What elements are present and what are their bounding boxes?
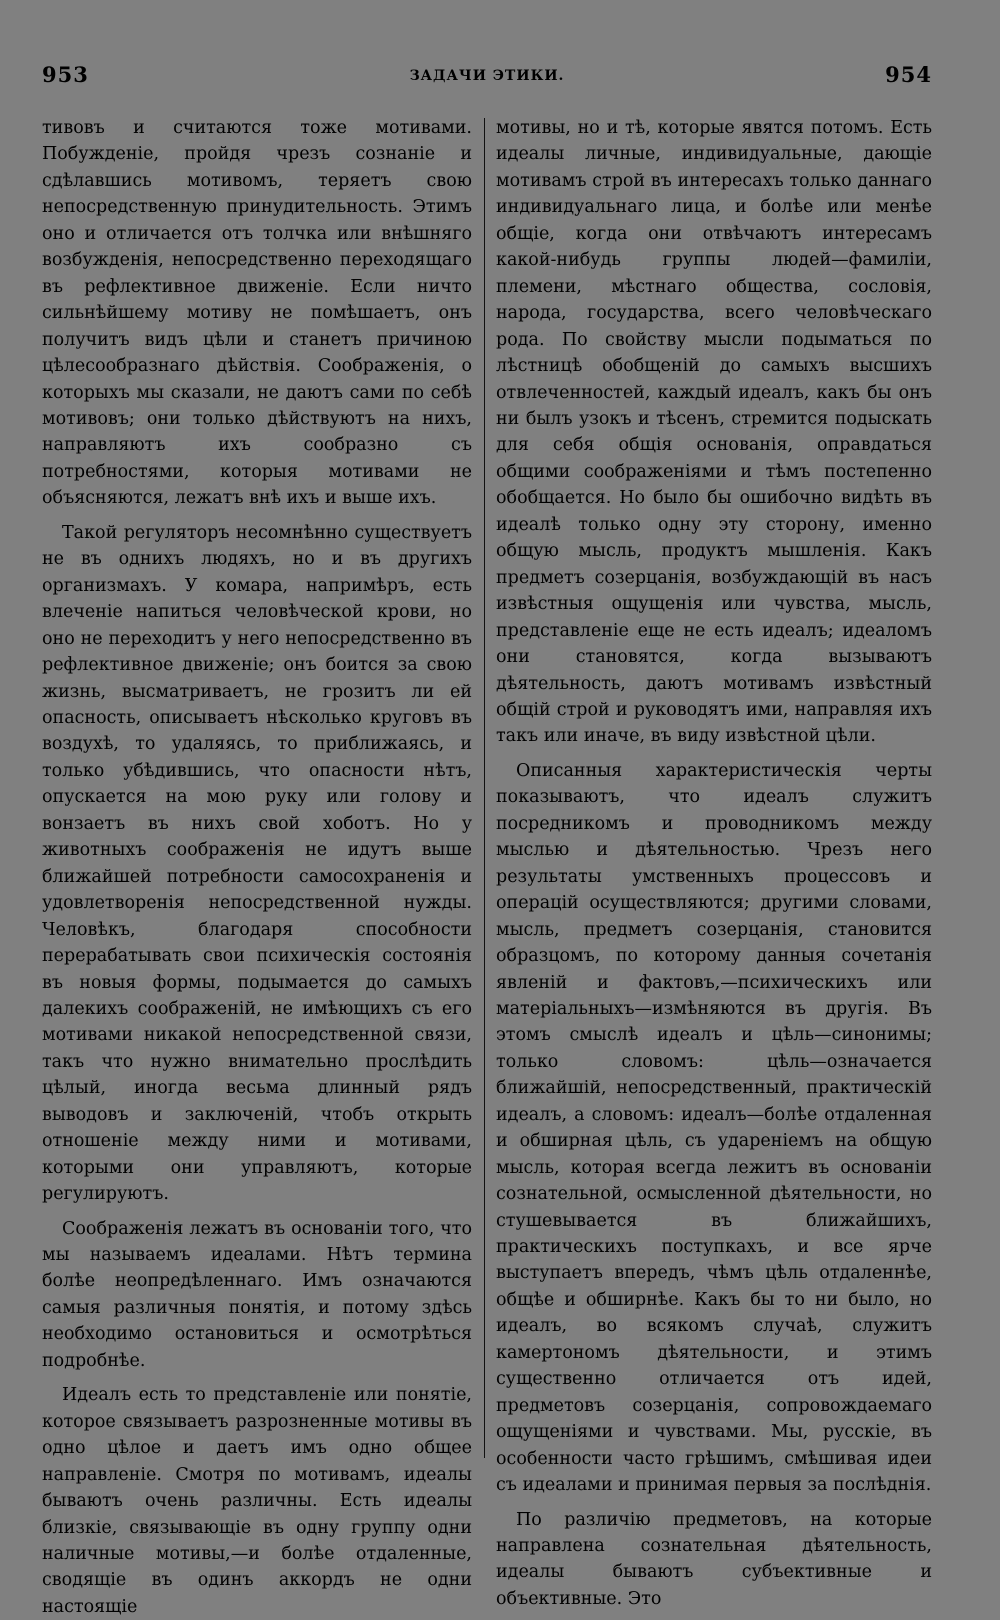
paragraph: Такой регуляторъ несомнѣнно существуетъ не въ однихъ людяхъ, но и въ другихъ организмахъ. У комара, напримѣръ, есть влеченіе напиться человѣческой крови, но оно не переходитъ у него непосредственно въ рефлективное движеніе; онъ боится за свою жизнь, высматриваетъ, не грозитъ ли ей опасность, описываетъ нѣсколько круговъ въ воздухѣ, то удаляясь, то приближаясь, и только убѣдившись, что опасности нѣтъ, опускается на мою руку или голову и вонзаетъ въ нихъ свой хоботъ. Но у животныхъ соображенія не идутъ выше ближайшей потребности самосохраненія и удовлетворенія непосредственной нужды. Человѣкъ, благодаря способности перерабатывать свои психическія состоянія въ новыя формы, подымается до самыхъ далекихъ соображеній, не имѣющихъ съ его мотивами никакой непосредственной связи, такъ что нужно внимательно прослѣдить цѣлый, иногда весьма длинный рядъ выводовъ и заключеній, чтобъ открыть отношеніе между ними и мотивами, которыми они управляютъ, которые регулируютъ. (42, 522, 472, 1205)
running-title: ЗАДАЧИ ЭТИКИ. (409, 68, 565, 84)
paragraph: тивовъ и считаются тоже мотивами. Побужденіе, пройдя чрезъ сознаніе и сдѣлавшись мотивомъ, теряетъ свою непосредственную принудительность. Этимъ оно и отличается отъ толчка или внѣшняго возбужденія, непосредственно переходящаго въ рефлективное движеніе. Если ничто сильнѣйшему мотиву не помѣшаетъ, онъ получитъ видъ цѣли и станетъ причиною цѣлесообразнаго дѣйствія. Соображенія, о которыхъ мы сказали, не даютъ сами по себѣ мотивовъ; они только дѣйствуютъ на нихъ, направляютъ ихъ сообразно съ потребностями, которыя мотивами не объясняются, лежатъ внѣ ихъ и выше ихъ. (42, 118, 472, 509)
paragraph: Соображенія лежатъ въ основаніи того, что мы называемъ идеалами. Нѣтъ термина болѣе неопредѣленнаго. Имъ означаются самыя различныя понятія, и потому здѣсь необходимо остановиться и осмотрѣться подробнѣе. (42, 1218, 472, 1371)
paragraph: мотивы, но и тѣ, которые явятся потомъ. Есть идеалы личные, индивидуальные, дающіе мотивамъ строй въ интересахъ только даннаго индивидуальнаго лица, и болѣе или менѣе общіе, когда они отвѣчаютъ интересамъ какой-нибудь группы людей—фамиліи, племени, мѣстнаго общества, сословія, народа, государства, всего человѣческаго рода. По свойству мысли подыматься по лѣстницѣ обобщеній до самыхъ высшихъ отвлеченностей, каждый идеалъ, какъ бы онъ ни былъ узокъ и тѣсенъ, стремится подыскать для себя общія основанія, оправдаться общими соображеніями и тѣмъ постепенно обобщается. Но было бы ошибочно видѣть въ идеалѣ только одну эту сторону, именно общую мысль, продуктъ мышленія. Какъ предметъ созерцанія, возбуждающій въ насъ извѣстныя ощущенія или чувства, мысль, представленіе еще не есть идеалъ; идеаломъ они становятся, когда вызываютъ дѣятельность, даютъ мотивамъ извѣстный общій строй и руководятъ ими, направляя ихъ такъ или иначе, въ виду извѣстной цѣли. (496, 118, 932, 747)
right-page-number: 954 (885, 62, 932, 87)
paragraph: Описанныя характеристическія черты показываютъ, что идеалъ служитъ посредникомъ и проводникомъ между мыслью и дѣятельностью. Чрезъ него результаты умственныхъ процессовъ и операцій осуществляются; другими словами, мысль, предметъ созерцанія, становится образцомъ, по которому данныя сочетанія явленій и фактовъ,—психическихъ или матеріальныхъ—измѣняются въ другія. Въ этомъ смыслѣ идеалъ и цѣль—синонимы; только словомъ: цѣль—означается ближайшій, непосредственный, практическій идеалъ, а словомъ: идеалъ—болѣе отдаленная и обширная цѣль, съ удареніемъ на общую мысль, которая всегда лежитъ въ основаніи сознательной, осмысленной дѣятельности, но стушевывается въ ближайшихъ, практическихъ поступкахъ, и все ярче выступаетъ впередъ, чѣмъ цѣль отдаленнѣе, общѣе и обширнѣе. Какъ бы то ни было, но идеалъ, во всякомъ случаѣ, служитъ камертономъ дѣятельности, и этимъ существенно отличается отъ идей, предметовъ созерцанія, сопровождаемаго ощущеніями и чувствами. Мы, русскіе, въ особенности часто грѣшимъ, смѣшивая идеи съ идеалами и принимая первыя за послѣднія. (496, 760, 932, 1496)
paragraph: Идеалъ есть то представленіе или понятіе, которое связываетъ разрозненные мотивы въ одно цѣлое и даетъ имъ одно общее направленіе. Смотря по мотивамъ, идеалы бываютъ очень различны. Есть идеалы близкіе, связывающіе въ одну группу одни наличные мотивы,—и болѣе отдаленные, сводящіе въ одинъ аккордъ не одни настоящіе (42, 1385, 472, 1617)
page-header (42, 62, 932, 92)
left-column (42, 115, 472, 1620)
left-page-number: 953 (42, 62, 89, 87)
paragraph: По различію предметовъ, на которые направлена сознательная дѣятельность, идеалы бываютъ субъективные и объективные. Это (496, 1509, 932, 1609)
right-column (496, 115, 932, 1612)
column-divider (484, 118, 485, 1458)
